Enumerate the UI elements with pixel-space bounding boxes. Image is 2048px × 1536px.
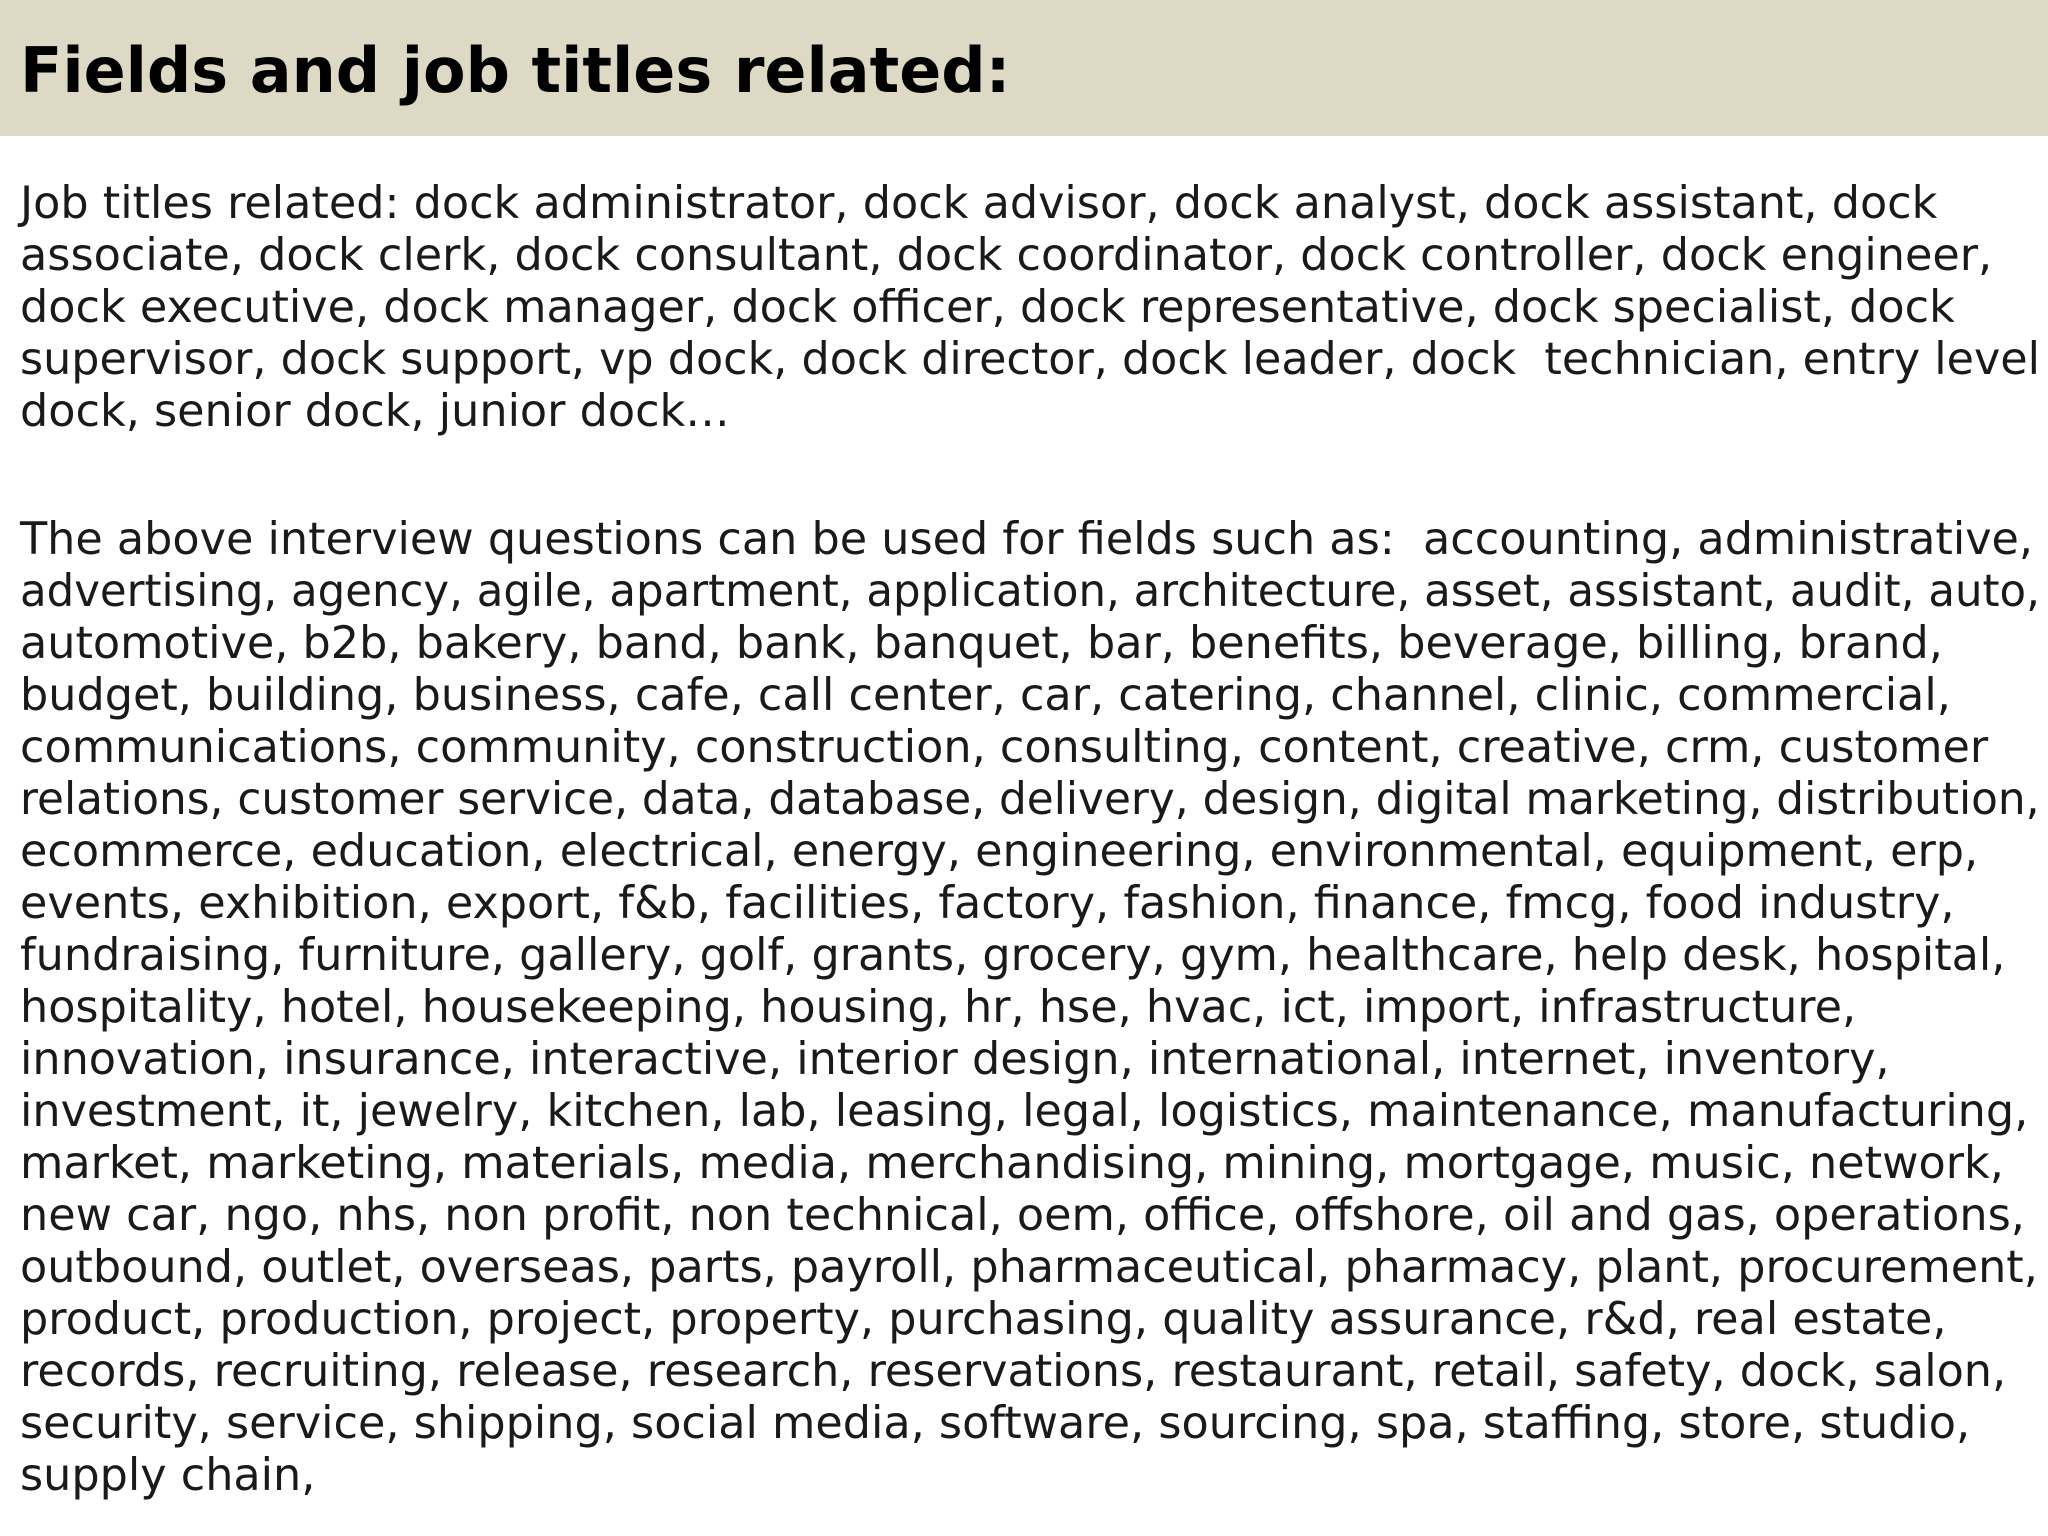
text-line: budget, building, business, cafe, call center, car, catering, channel, clinic, commercial, bbox=[20, 670, 1951, 721]
text-line: outbound, outlet, overseas, parts, payroll, pharmaceutical, pharmacy, plant, procurement, bbox=[20, 1242, 2038, 1293]
text-line: innovation, insurance, interactive, interior design, international, internet, inventory, bbox=[20, 1034, 1890, 1085]
slide-title: Fields and job titles related: bbox=[20, 34, 1011, 107]
text-line: new car, ngo, nhs, non profit, non technical, oem, office, offshore, oil and gas, operations, bbox=[20, 1190, 2025, 1241]
text-line: relations, customer service, data, database, delivery, design, digital marketing, distribution, bbox=[20, 774, 2040, 825]
text-line: Job titles related: dock administrator, dock advisor, dock analyst, dock assistant, dock bbox=[20, 178, 1938, 229]
text-line: events, exhibition, export, f&b, facilities, factory, fashion, finance, fmcg, food industry, bbox=[20, 878, 1955, 929]
text-line: investment, it, jewelry, kitchen, lab, leasing, legal, logistics, maintenance, manufacturing, bbox=[20, 1086, 2029, 1137]
job-titles-paragraph bbox=[20, 178, 2040, 438]
title-bar bbox=[0, 0, 2048, 136]
fields-paragraph bbox=[20, 514, 2040, 1502]
text-line: security, service, shipping, social media, software, sourcing, spa, staffing, store, studio, bbox=[20, 1398, 1971, 1449]
text-line: records, recruiting, release, research, reservations, restaurant, retail, safety, dock, salon, bbox=[20, 1346, 2007, 1397]
text-line: communications, community, construction, consulting, content, creative, crm, customer bbox=[20, 722, 1989, 773]
text-line: fundraising, furniture, gallery, golf, grants, grocery, gym, healthcare, help desk, hospital, bbox=[20, 930, 2006, 981]
text-line: market, marketing, materials, media, merchandising, mining, mortgage, music, network, bbox=[20, 1138, 2004, 1189]
text-line: The above interview questions can be used for fields such as: accounting, administrative, bbox=[20, 514, 2034, 565]
text-line: dock executive, dock manager, dock officer, dock representative, dock specialist, dock bbox=[20, 282, 1955, 333]
text-line: automotive, b2b, bakery, band, bank, banquet, bar, benefits, beverage, billing, brand, bbox=[20, 618, 1943, 669]
text-line: dock, senior dock, junior dock… bbox=[20, 386, 730, 437]
text-line: hospitality, hotel, housekeeping, housing, hr, hse, hvac, ict, import, infrastructure, bbox=[20, 982, 1857, 1033]
text-line: advertising, agency, agile, apartment, application, architecture, asset, assistant, audit, auto, bbox=[20, 566, 2040, 617]
text-line: supply chain, bbox=[20, 1450, 316, 1501]
text-line: associate, dock clerk, dock consultant, dock coordinator, dock controller, dock engineer, bbox=[20, 230, 1993, 281]
text-line: supervisor, dock support, vp dock, dock director, dock leader, dock technician, entry level bbox=[20, 334, 2040, 385]
text-line: product, production, project, property, purchasing, quality assurance, r&d, real estate, bbox=[20, 1294, 1947, 1345]
text-line: ecommerce, education, electrical, energy, engineering, environmental, equipment, erp, bbox=[20, 826, 1979, 877]
